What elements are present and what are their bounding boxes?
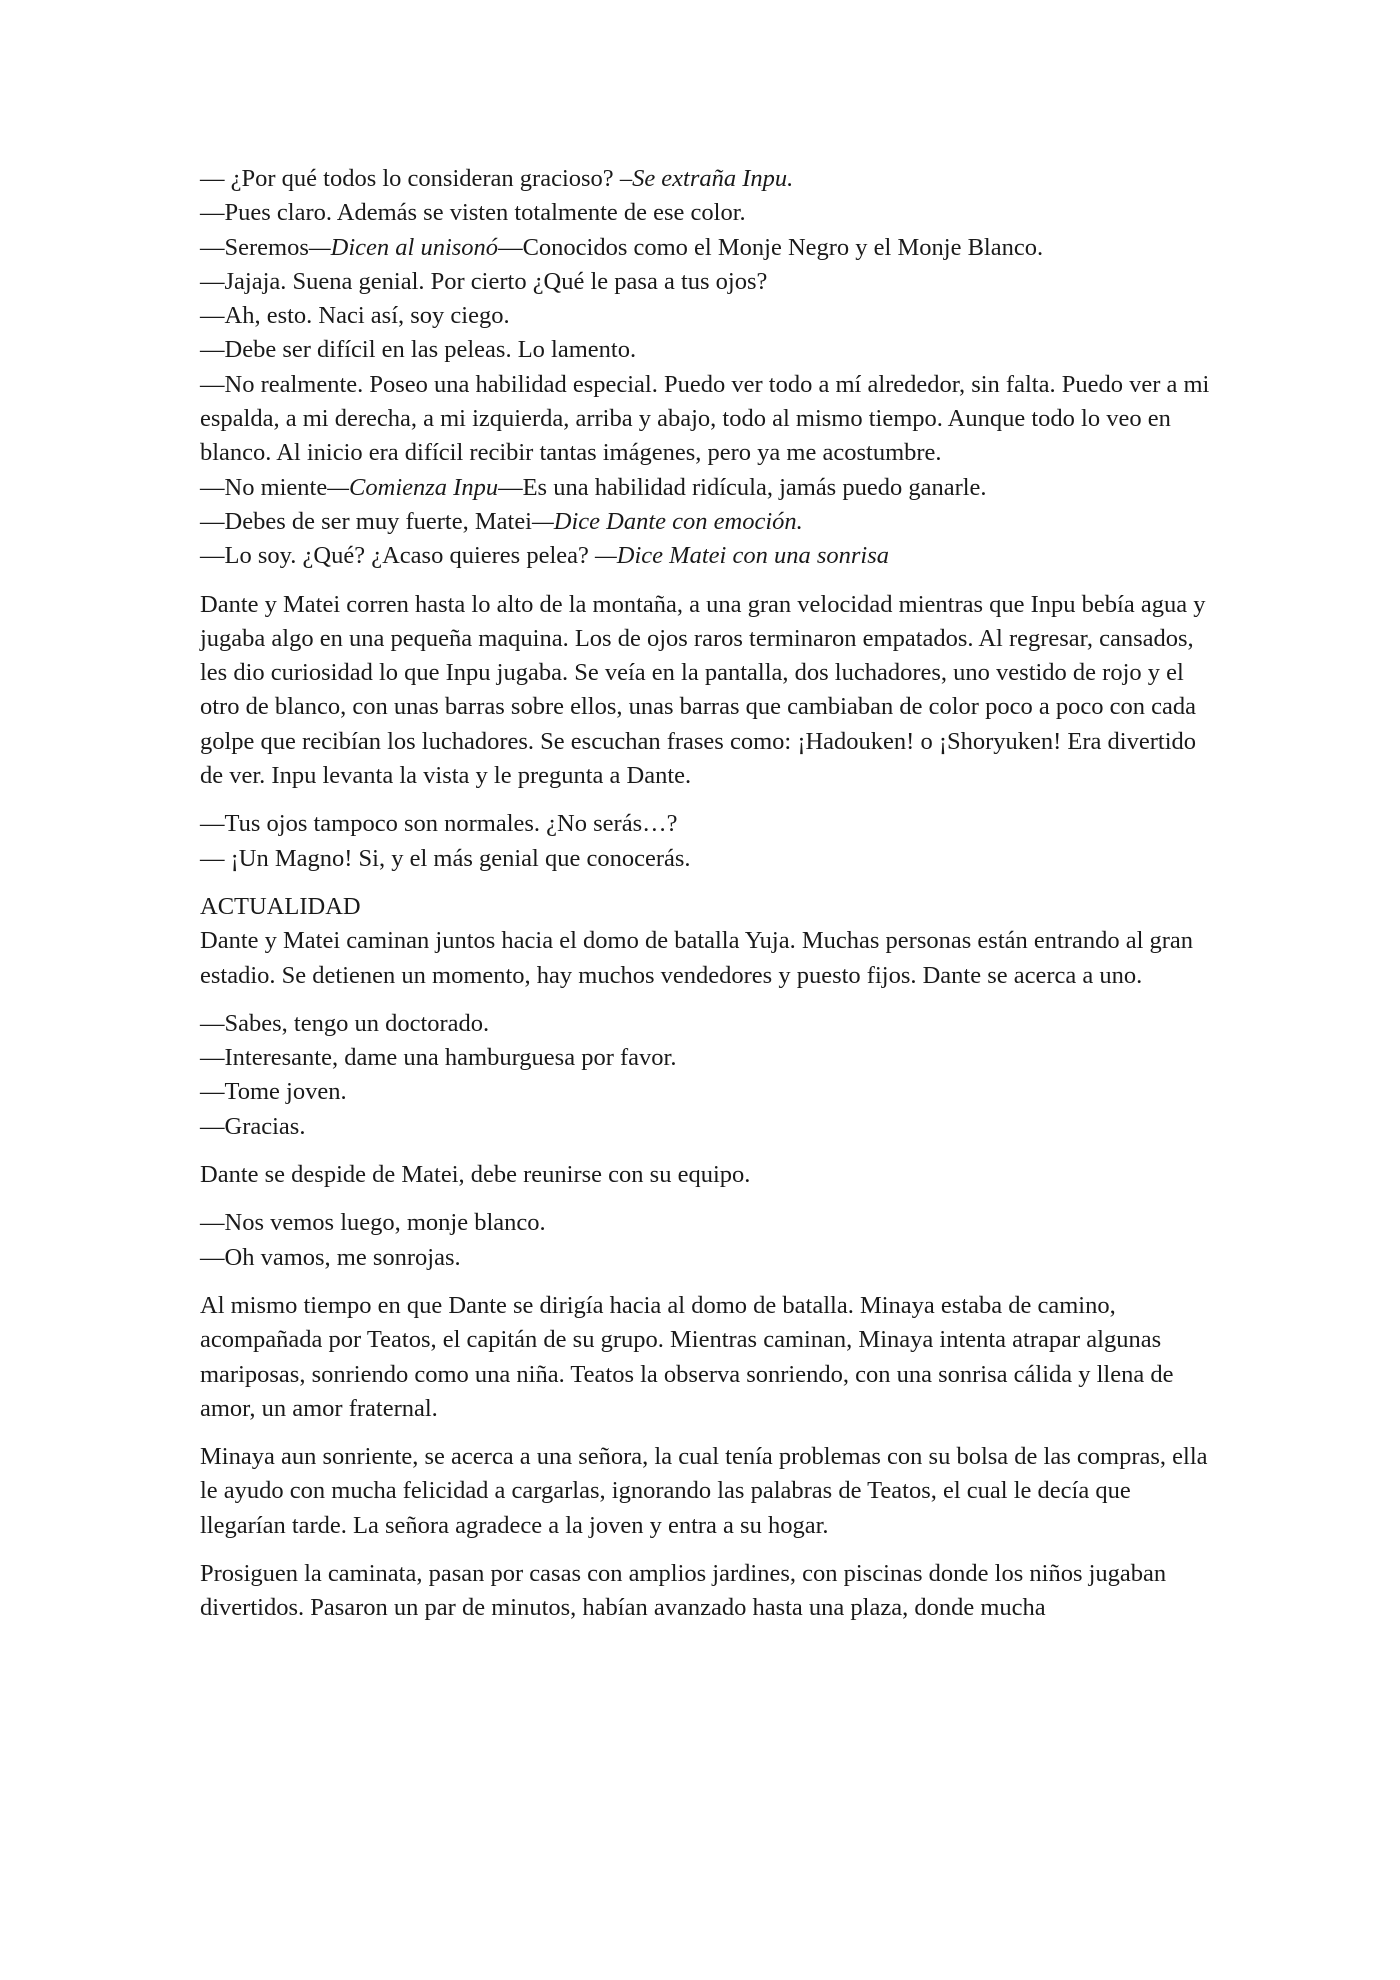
- narrative-paragraph: Dante y Matei corren hasta lo alto de la montaña, a una gran velocidad mientras que Inpu bebía agua y jugaba algo en una pequeña maquina. Los de ojos raros terminaron empatados. Al regresar, cansados, les dio curiosidad lo que Inpu jugaba. Se veía en la pantalla, dos luchadores, uno vestido de rojo y el otro de blanco, con unas barras sobre ellos, unas barras que cambiaban de color poco a poco con cada golpe que recibían los luchadores. Se escuchan frases como: ¡Hadouken! o ¡Shoryuken! Era divertido de ver. Inpu levanta la vista y le pregunta a Dante.: [200, 590, 1206, 790]
- dialogue-block-1: [200, 162, 1210, 574]
- narrative-paragraph: Dante se despide de Matei, debe reunirse con su equipo.: [200, 1161, 751, 1189]
- dialogue-block-2: [200, 807, 1210, 876]
- dialogue-line: — ¿Por qué todos lo consideran gracioso? –Se extraña Inpu.: [200, 165, 794, 192]
- section-heading: ACTUALIDAD: [200, 892, 361, 920]
- dialogue-line: —Debe ser difícil en las peleas. Lo lamento.: [200, 336, 637, 364]
- dialogue-block-4: [200, 1206, 1210, 1275]
- narrative-paragraph: Minaya aun sonriente, se acerca a una señora, la cual tenía problemas con su bolsa de las compras, ella le ayudo con mucha felicidad a cargarlas, ignorando las palabras de Teatos, el cual le decía que llegarían tarde. La señora agradece a la joven y entra a su hogar.: [200, 1443, 1208, 1539]
- narrative-paragraph: Dante y Matei caminan juntos hacia el domo de batalla Yuja. Muchas personas están entrando al gran estadio. Se detienen un momento, hay muchos vendedores y puesto fijos. Dante se acerca a uno.: [200, 927, 1194, 989]
- dialogue-line: —Tus ojos tampoco son normales. ¿No serás…?: [200, 810, 678, 838]
- dialogue-line: —Lo soy. ¿Qué? ¿Acaso quieres pelea? —Dice Matei con una sonrisa: [200, 542, 889, 570]
- document-text: [200, 162, 1210, 1640]
- dialogue-line: —Jajaja. Suena genial. Por cierto ¿Qué le pasa a tus ojos?: [200, 267, 768, 295]
- dialogue-line: —Ah, esto. Naci así, soy ciego.: [200, 302, 510, 330]
- dialogue-line: — ¡Un Magno! Si, y el más genial que conocerás.: [200, 844, 691, 872]
- dialogue-line: —Pues claro. Además se visten totalmente de ese color.: [200, 199, 746, 227]
- dialogue-line: —Tome joven.: [200, 1078, 347, 1106]
- dialogue-line: —No miente—Comienza Inpu—Es una habilidad ridícula, jamás puedo ganarle.: [200, 473, 987, 501]
- narrative-paragraph: Prosiguen la caminata, pasan por casas con amplios jardines, con piscinas donde los niños jugaban divertidos. Pasaron un par de minutos, habían avanzado hasta una plaza, donde mucha: [200, 1559, 1167, 1622]
- narrative-paragraph: Al mismo tiempo en que Dante se dirigía hacia al domo de batalla. Minaya estaba de camino, acompañada por Teatos, el capitán de su grupo. Mientras caminan, Minaya intenta atrapar algunas mariposas, sonriendo como una niña. Teatos la observa sonriendo, con una sonrisa cálida y llena de amor, un amor fraternal.: [200, 1291, 1174, 1422]
- dialogue-line: —Gracias.: [200, 1112, 306, 1140]
- dialogue-line: —Sabes, tengo un doctorado.: [200, 1009, 490, 1037]
- dialogue-line: —Interesante, dame una hamburguesa por favor.: [200, 1044, 677, 1072]
- dialogue-line: —Seremos—Dicen al unisonó—Conocidos como el Monje Negro y el Monje Blanco.: [200, 233, 1044, 261]
- dialogue-line: —Nos vemos luego, monje blanco.: [200, 1209, 546, 1237]
- dialogue-line: —Oh vamos, me sonrojas.: [200, 1243, 461, 1271]
- dialogue-line: —Debes de ser muy fuerte, Matei—Dice Dante con emoción.: [200, 507, 803, 535]
- dialogue-block-3: [200, 1007, 1210, 1144]
- dialogue-line: —No realmente. Poseo una habilidad especial. Puedo ver todo a mí alrededor, sin falta. Puedo ver a mi espalda, a mi derecha, a mi izquierda, arriba y abajo, todo al mismo tiempo. Aunque todo lo veo en blanco. Al inicio era difícil recibir tantas imágenes, pero ya me acostumbre.: [200, 370, 1210, 467]
